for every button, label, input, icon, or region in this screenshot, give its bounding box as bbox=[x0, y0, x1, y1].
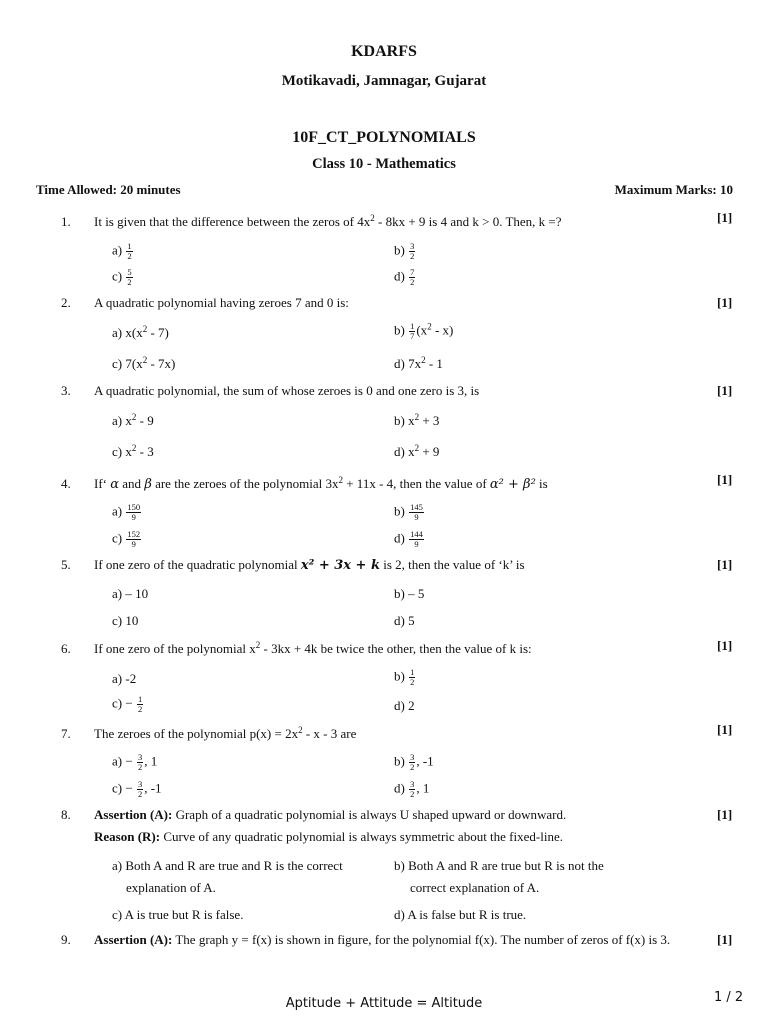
option-c: c) $x^2 - 3$ bbox=[112, 443, 154, 459]
question-number: 3. bbox=[61, 383, 71, 398]
marks-label: [1] bbox=[717, 932, 733, 947]
option-d: d) 2 bbox=[394, 698, 415, 713]
assertion-text: Assertion (A): Graph of a quadratic polynomial is always U shaped upward or downward. bbox=[94, 807, 567, 822]
school-name: KDARFS bbox=[351, 43, 417, 60]
option-a: a) – 10 bbox=[112, 586, 149, 601]
option-c: c) $\frac{152}{9}$ bbox=[112, 529, 141, 549]
marks-label: [1] bbox=[717, 722, 733, 737]
option-c: c) $7(x^2 - 7x)$ bbox=[112, 355, 176, 371]
marks-label: [1] bbox=[717, 807, 733, 822]
option-b: b) $x^2 + 3$ bbox=[394, 412, 440, 428]
option-d: d) $\frac{7}{2}$ bbox=[394, 267, 415, 287]
option-b: b) $\frac{1}{2}$ bbox=[394, 667, 415, 687]
question-number: 6. bbox=[61, 641, 71, 656]
question-text: If one zero of the polynomial $x^2 - 3kx + 4k$ be twice the other, then the value of k is: bbox=[94, 640, 532, 656]
question-text: If‘ α and β are the zeroes of the polynomial $3x^2 + 11x - 4$, then the value of α² + β² is bbox=[94, 475, 548, 492]
question-text: A quadratic polynomial having zeroes 7 and 0 is: bbox=[94, 295, 349, 310]
marks-label: [1] bbox=[717, 295, 733, 310]
option-d: d) $x^2 + 9$ bbox=[394, 443, 440, 459]
paper-code: 10F_CT_POLYNOMIALS bbox=[292, 129, 476, 146]
option-a: a) $\frac{150}{9}$ bbox=[112, 502, 141, 522]
option-b: b) $\frac{3}{2}$ , -1 bbox=[394, 752, 434, 772]
option-b: b) $\frac{1}{7}$ $(x^2 - x)$ bbox=[394, 321, 454, 341]
option-d: d) $7x^2 - 1$ bbox=[394, 355, 443, 371]
assertion-text: Assertion (A): The graph y = f(x) is shown in figure, for the polynomial f(x). The number of zeros of f(x) is 3. bbox=[94, 932, 671, 947]
option-a-continued: explanation of A. bbox=[126, 880, 216, 895]
option-a: a) $x(x^2 - 7)$ bbox=[112, 324, 169, 340]
footer-motto: Aptitude + Attitude = Altitude bbox=[285, 996, 483, 1011]
option-a: a) -2 bbox=[112, 671, 137, 686]
option-a: a) Both A and R are true and R is the correct bbox=[112, 858, 343, 873]
option-d: d) A is false but R is true. bbox=[394, 907, 527, 922]
question-text: It is given that the difference between the zeros of $4x^2 - 8kx + 9$ is 4 and k > 0. Then, k =? bbox=[94, 213, 562, 229]
marks-label: [1] bbox=[717, 472, 733, 487]
option-b-continued: correct explanation of A. bbox=[410, 880, 540, 895]
question-number: 9. bbox=[61, 932, 71, 947]
question-number: 8. bbox=[61, 807, 71, 822]
marks-label: [1] bbox=[717, 557, 733, 572]
option-a: a) − $\frac{3}{2}$ , 1 bbox=[112, 752, 158, 772]
time-allowed: Time Allowed: 20 minutes bbox=[36, 182, 181, 197]
question-number: 5. bbox=[61, 557, 71, 572]
reason-text: Reason (R): Curve of any quadratic polynomial is always symmetric about the fixed-line. bbox=[94, 829, 563, 844]
marks-label: [1] bbox=[717, 210, 733, 225]
question-text: The zeroes of the polynomial $p(x) = 2x^2 - x - 3$ are bbox=[94, 725, 357, 741]
option-d: d) $\frac{144}{9}$ bbox=[394, 529, 423, 549]
option-d: d) $\frac{3}{2}$ , 1 bbox=[394, 779, 430, 799]
option-c: c) A is true but R is false. bbox=[112, 907, 244, 922]
question-text: A quadratic polynomial, the sum of whose zeroes is 0 and one zero is 3, is bbox=[94, 383, 480, 398]
question-number: 1. bbox=[61, 214, 71, 229]
option-c: c) $\frac{5}{2}$ bbox=[112, 267, 132, 287]
option-c: c) 10 bbox=[112, 613, 139, 628]
option-c: c) − $\frac{3}{2}$ , -1 bbox=[112, 779, 162, 799]
option-b: b) $\frac{145}{9}$ bbox=[394, 502, 423, 522]
question-text: If one zero of the quadratic polynomial x² + 3x + k is 2, then the value of ‘k’ is bbox=[94, 557, 525, 573]
option-c: c) − $\frac{1}{2}$ bbox=[112, 694, 143, 714]
question-number: 7. bbox=[61, 726, 71, 741]
class-subject: Class 10 - Mathematics bbox=[312, 156, 456, 172]
option-d: d) 5 bbox=[394, 613, 415, 628]
marks-label: [1] bbox=[717, 383, 733, 398]
maximum-marks: Maximum Marks: 10 bbox=[614, 182, 733, 197]
marks-label: [1] bbox=[717, 638, 733, 653]
page-number: 1 / 2 bbox=[714, 990, 744, 1005]
option-a: a) $\frac{1}{2}$ bbox=[112, 241, 132, 261]
option-b: b) Both A and R are true but R is not the bbox=[394, 858, 604, 873]
option-b: b) – 5 bbox=[394, 586, 425, 601]
option-b: b) $\frac{3}{2}$ bbox=[394, 241, 415, 261]
option-a: a) $x^2 - 9$ bbox=[112, 412, 154, 428]
question-number: 4. bbox=[61, 476, 71, 491]
question-number: 2. bbox=[61, 295, 71, 310]
school-address: Motikavadi, Jamnagar, Gujarat bbox=[281, 73, 487, 89]
